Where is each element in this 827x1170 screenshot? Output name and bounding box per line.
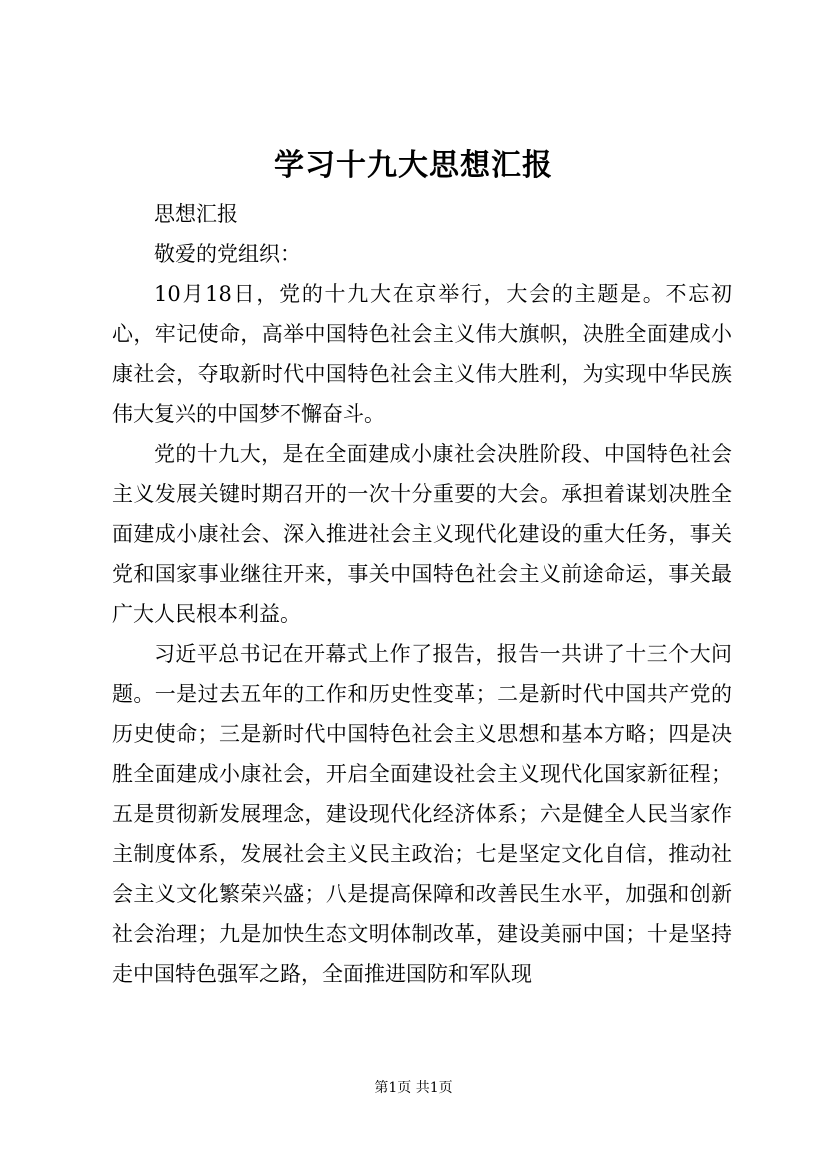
salutation-line: 敬爱的党组织： [154, 242, 301, 266]
document-title: 学习十九大思想汇报 [274, 148, 553, 183]
body-paragraph: 10月18日，党的十九大在京举行，大会的主题是。不忘初心，牢记使命，高举中国特色社会主义伟大旗帜，决胜全面建成小康社会，夺取新时代中国特色社会主义伟大胜利，为实现中华民族伟大复兴的中国梦不懈奋斗。 [112, 282, 732, 426]
page-footer: 第1页 共1页 [374, 1080, 453, 1096]
document-body [112, 194, 732, 994]
body-paragraph: 党的十九大，是在全面建成小康社会决胜阶段、中国特色社会主义发展关键时期召开的一次十分重要的大会。承担着谋划决胜全面建成小康社会、深入推进社会主义现代化建设的重大任务，事关党和国家事业继往开来，事关中国特色社会主义前途命运，事关最广大人民根本利益。 [112, 442, 732, 626]
salutation-heading: 思想汇报 [154, 202, 238, 226]
body-paragraph: 习近平总书记在开幕式上作了报告，报告一共讲了十三个大问题。一是过去五年的工作和历史性变革；二是新时代中国共产党的历史使命；三是新时代中国特色社会主义思想和基本方略；四是决胜全面建成小康社会，开启全面建设社会主义现代化国家新征程；五是贯彻新发展理念，建设现代化经济体系；六是健全人民当家作主制度体系，发展社会主义民主政治；七是坚定文化自信，推动社会主义文化繁荣兴盛；八是提高保障和改善民生水平，加强和创新社会治理；九是加快生态文明体制改革，建设美丽中国；十是坚持走中国特色强军之路，全面推进国防和军队现 [112, 642, 732, 986]
